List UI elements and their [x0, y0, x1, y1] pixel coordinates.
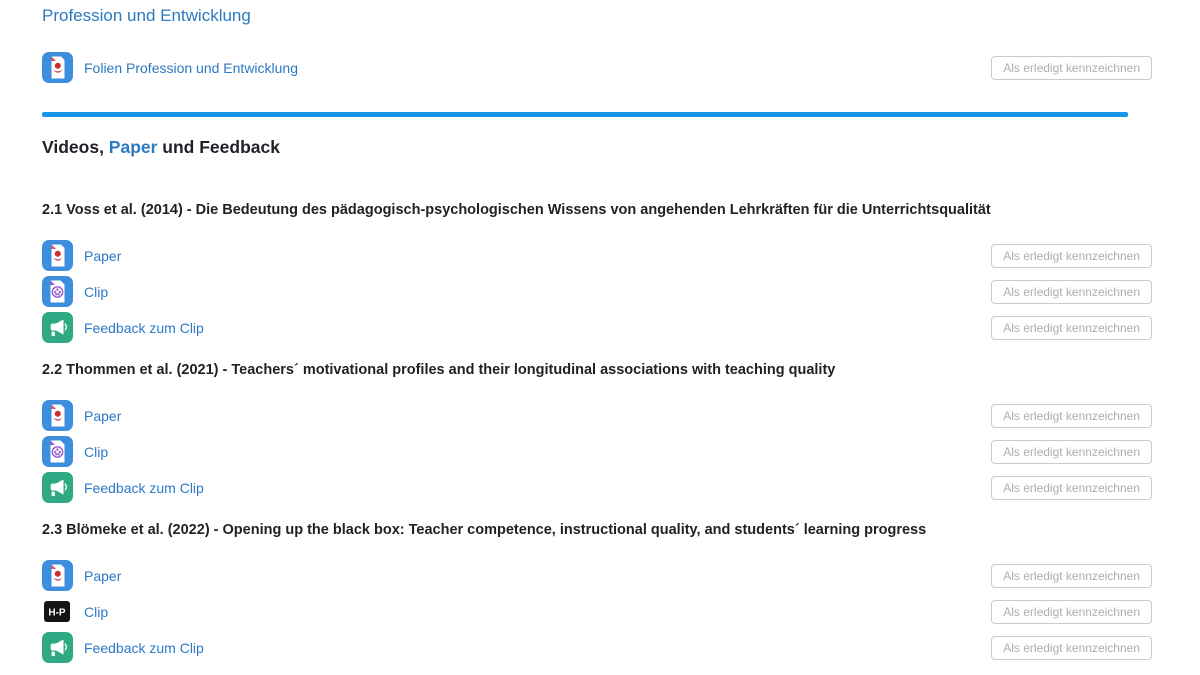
mark-done-button[interactable]: Als erledigt kennzeichnen — [991, 56, 1152, 80]
subsection-title-2-3: 2.3 Blömeke et al. (2022) - Opening up the black box: Teacher competence, instructional quality, and students´ learning progress — [42, 522, 927, 538]
activity-link-clip[interactable]: Clip — [84, 443, 109, 460]
mark-done-button[interactable]: Als erledigt kennzeichnen — [991, 636, 1152, 660]
activity-row — [42, 276, 1152, 307]
activity-link-folien[interactable]: Folien Profession und Entwicklung — [84, 59, 299, 76]
subsection-title-2-2: 2.2 Thommen et al. (2021) - Teachers´ motivational profiles and their longitudinal associations with teaching quality — [42, 362, 836, 378]
heading-link-paper[interactable]: Paper — [108, 137, 158, 157]
activity-link-clip[interactable]: Clip — [84, 603, 109, 620]
svg-text:H-P: H-P — [48, 607, 66, 619]
pdf-file-icon — [42, 52, 73, 83]
media-file-icon — [42, 436, 73, 467]
pdf-file-icon — [42, 240, 73, 271]
mark-done-button[interactable]: Als erledigt kennzeichnen — [991, 316, 1152, 340]
activity-link-paper[interactable]: Paper — [84, 247, 122, 264]
activity-row — [42, 240, 1152, 271]
heading-text-pre: Videos, — [42, 137, 109, 157]
mark-done-button[interactable]: Als erledigt kennzeichnen — [991, 404, 1152, 428]
mark-done-button[interactable]: Als erledigt kennzeichnen — [991, 280, 1152, 304]
subsection-title-2-1: 2.1 Voss et al. (2014) - Die Bedeutung des pädagogisch-psychologischen Wissens von angehenden Lehrkräften für die Unterrichtsqualität — [42, 202, 991, 218]
media-file-icon — [42, 276, 73, 307]
heading-text-post: und Feedback — [157, 137, 280, 157]
activity-link-feedback[interactable]: Feedback zum Clip — [84, 319, 204, 336]
activity-row — [42, 312, 1152, 343]
activity-link-feedback[interactable]: Feedback zum Clip — [84, 479, 204, 496]
pdf-file-icon — [42, 560, 73, 591]
activity-row — [42, 596, 1152, 627]
h5p-icon — [42, 596, 73, 627]
feedback-megaphone-icon — [42, 632, 73, 663]
feedback-megaphone-icon — [42, 472, 73, 503]
mark-done-button[interactable]: Als erledigt kennzeichnen — [991, 600, 1152, 624]
mark-done-button[interactable]: Als erledigt kennzeichnen — [991, 440, 1152, 464]
activity-link-feedback[interactable]: Feedback zum Clip — [84, 639, 204, 656]
activity-link-paper[interactable]: Paper — [84, 567, 122, 584]
activity-row — [42, 52, 1152, 83]
mark-done-button[interactable]: Als erledigt kennzeichnen — [991, 244, 1152, 268]
section-heading-profession[interactable]: Profession und Entwicklung — [42, 6, 251, 25]
activity-link-clip[interactable]: Clip — [84, 283, 109, 300]
activity-row — [42, 632, 1152, 663]
activity-row — [42, 560, 1152, 591]
section-divider — [42, 112, 1128, 117]
section-heading-videos — [42, 136, 1152, 158]
mark-done-button[interactable]: Als erledigt kennzeichnen — [991, 476, 1152, 500]
activity-row — [42, 400, 1152, 431]
feedback-megaphone-icon — [42, 312, 73, 343]
activity-link-paper[interactable]: Paper — [84, 407, 122, 424]
pdf-file-icon — [42, 400, 73, 431]
activity-row — [42, 436, 1152, 467]
mark-done-button[interactable]: Als erledigt kennzeichnen — [991, 564, 1152, 588]
activity-row — [42, 472, 1152, 503]
